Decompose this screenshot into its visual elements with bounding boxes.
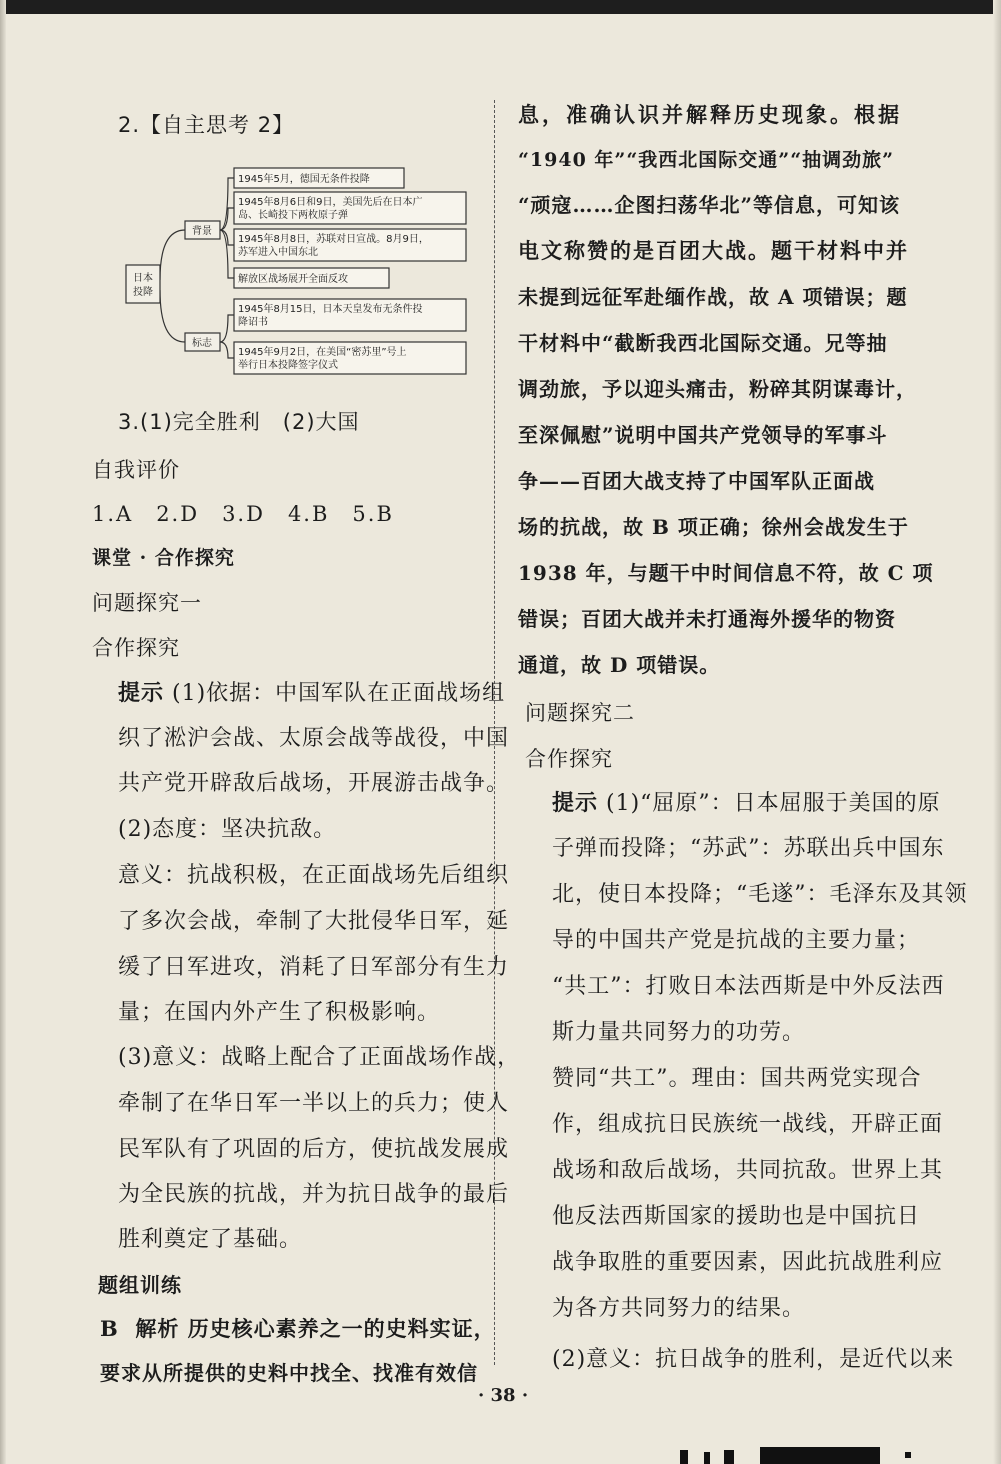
right-hint-line-9: 战场和敌后战场，共同抗敌。世界上其 <box>552 1158 944 1183</box>
hint-text: (1)依据：中国军队在正面战场组 <box>172 681 506 706</box>
self-eval-heading: 自我评价 <box>92 458 180 482</box>
analysis-answer: B <box>100 1316 119 1341</box>
sign-item-1-line-1: 1945年8月15日，日本天皇发布无条件投 <box>238 304 423 315</box>
sign-item-2-line-1: 1945年9月2日，在美国“密苏里”号上 <box>238 347 407 358</box>
hint-line-5: 意义：抗战积极，在正面战场先后组织 <box>118 863 510 888</box>
scan-right-edge <box>993 0 1001 1464</box>
page-number: · 38 · <box>478 1385 529 1406</box>
question-3-answer: 3.(1)完全胜利 (2)大国 <box>118 410 360 434</box>
hint-line-8: 量；在国内外产生了积极影响。 <box>118 1000 441 1025</box>
right-hint-line-11: 战争取胜的重要因素，因此抗战胜利应 <box>552 1250 944 1275</box>
right-hint-line-12: 为各方共同努力的结果。 <box>552 1296 806 1321</box>
scan-left-edge <box>0 0 6 1464</box>
analysis-line-2: 要求从所提供的史料中找全、找准有效信 <box>100 1361 478 1385</box>
hint-line-6: 了多次会战，牵制了大批侵华日军，延 <box>118 909 510 934</box>
right-hint-line-6: 斯力量共同努力的功劳。 <box>552 1020 806 1045</box>
root-label-line-1: 日本 <box>133 273 153 284</box>
background-item-3-line-1: 1945年8月8日，苏联对日宣战。8月9日， <box>238 234 429 245</box>
right-hint-line-13: (2)意义：抗日战争的胜利，是近代以来 <box>552 1347 955 1372</box>
branch-sign-label: 标志 <box>192 338 212 349</box>
right-analysis-line-1: 息，准确认识并解释历史现象。根据 <box>518 102 902 127</box>
hint-line-11: 民军队有了巩固的后方，使抗战发展成 <box>118 1137 510 1162</box>
background-item-2-line-1: 1945年8月6日和9日，美国先后在日本广 <box>238 197 423 208</box>
right-analysis-line-6: 干材料中“截断我西北国际交通。兄等抽 <box>518 331 888 355</box>
right-hint-line-10: 他反法西斯国家的援助也是中国抗日 <box>552 1204 921 1229</box>
hint-line-12: 为全民族的抗战，并为抗日战争的最后 <box>118 1182 510 1207</box>
right-hint-line-8: 作，组成抗日民族统一战线，开辟正面 <box>552 1112 944 1137</box>
right-analysis-line-4: 电文称赞的是百团大战。题干材料中并 <box>518 238 909 263</box>
right-analysis-line-7: 调劲旅，予以迎头痛击，粉碎其阴谋毒计， <box>518 377 917 401</box>
drill-heading: 题组训练 <box>98 1273 182 1297</box>
right-hint-line-3: 北，使日本投降；“毛遂”：毛泽东及其领 <box>552 882 968 907</box>
classroom-heading: 课堂 · 合作探究 <box>92 547 235 569</box>
right-hint-line-5: “共工”：打败日本法西斯是中外反法西 <box>552 974 945 999</box>
right-analysis-line-5: 未提到远征军赴缅作战，故 A 项错误；题 <box>518 285 908 309</box>
scan-artifact <box>724 1450 734 1464</box>
cooperative-inquiry-heading-2: 合作探究 <box>525 747 613 771</box>
scan-top-border <box>0 0 1001 14</box>
analysis-label: 解析 <box>135 1316 180 1341</box>
inquiry-1-heading: 问题探究一 <box>92 591 202 615</box>
cooperative-inquiry-heading: 合作探究 <box>92 636 180 660</box>
background-item-4: 解放区战场展开全面反攻 <box>238 274 348 285</box>
hint-line-13: 胜利奠定了基础。 <box>118 1227 303 1252</box>
right-analysis-line-3: “顽寇……企图扫荡华北”等信息，可知该 <box>518 193 901 217</box>
background-item-2-line-2: 岛、长崎投下两枚原子弹 <box>238 210 348 221</box>
right-analysis-line-10: 场的抗战，故 B 项正确；徐州会战发生于 <box>518 515 909 539</box>
analysis-text: 历史核心素养之一的史料实证， <box>187 1316 496 1341</box>
right-analysis-line-8: 至深佩慰”说明中国共产党领导的军事斗 <box>518 423 888 447</box>
scan-artifact <box>905 1452 911 1458</box>
question-2-title: 2.【自主思考 2】 <box>118 113 295 137</box>
right-hint-line-7: 赞同“共工”。理由：国共两党实现合 <box>552 1066 922 1091</box>
hint-label: 提示 <box>118 680 165 706</box>
analysis-line-1 <box>100 1314 496 1344</box>
scan-artifact <box>760 1447 880 1464</box>
right-analysis-line-12: 错误；百团大战并未打通海外援华的物资 <box>518 607 896 631</box>
right-analysis-line-2: “1940 年”“我西北国际交通”“抽调劲旅” <box>518 149 895 171</box>
sign-item-1-line-2: 降诏书 <box>238 317 268 328</box>
hint-line-9: (3)意义：战略上配合了正面战场作战， <box>118 1045 521 1070</box>
scan-artifact <box>704 1452 710 1464</box>
hint-label-2: 提示 <box>552 790 599 816</box>
sign-item-2-line-2: 举行日本投降签字仪式 <box>238 360 338 371</box>
scan-artifact <box>680 1450 688 1464</box>
background-item-1: 1945年5月，德国无条件投降 <box>238 174 370 185</box>
right-hint-line-4: 导的中国共产党是抗战的主要力量； <box>552 928 921 953</box>
hint-line-1 <box>118 678 505 709</box>
hint-line-4: (2)态度：坚决抗敌。 <box>118 817 337 842</box>
inquiry-2-heading: 问题探究二 <box>525 701 635 725</box>
branch-background-label: 背景 <box>192 226 212 237</box>
background-item-3-line-2: 苏军进入中国东北 <box>238 247 318 258</box>
right-hint-text: (1)“屈原”：日本屈服于美国的原 <box>606 791 941 816</box>
japan-surrender-mindmap <box>120 160 480 385</box>
root-label-line-2: 投降 <box>133 287 153 298</box>
hint-line-7: 缓了日军进攻，消耗了日军部分有生力 <box>118 955 510 980</box>
self-eval-answers: 1.A 2.D 3.D 4.B 5.B <box>92 502 394 526</box>
right-analysis-line-13: 通道，故 D 项错误。 <box>518 653 721 677</box>
right-hint-line-2: 子弹而投降；“苏武”：苏联出兵中国东 <box>552 836 945 861</box>
right-analysis-line-11: 1938 年，与题干中时间信息不符，故 C 项 <box>518 561 934 585</box>
right-analysis-line-9: 争——百团大战支持了中国军队正面战 <box>518 469 875 493</box>
hint-line-2: 织了淞沪会战、太原会战等战役，中国 <box>118 726 510 751</box>
hint-line-10: 牵制了在华日军一半以上的兵力；使人 <box>118 1091 510 1116</box>
hint-line-3: 共产党开辟敌后战场，开展游击战争。 <box>118 771 510 796</box>
right-hint-line-1 <box>552 788 941 819</box>
